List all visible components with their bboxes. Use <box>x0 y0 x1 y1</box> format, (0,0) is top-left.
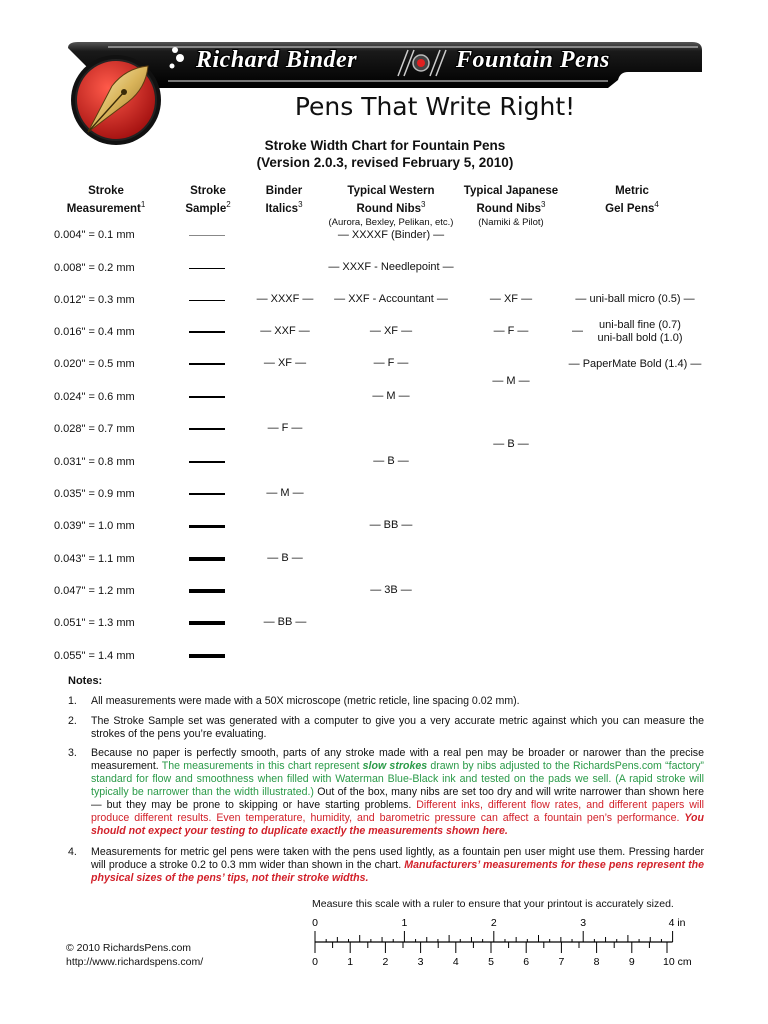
footnote-ref: 3 <box>421 200 426 209</box>
col-header-line: Round Nibs <box>476 202 542 215</box>
western-nib-label: — XXXXF (Binder) — <box>337 229 445 241</box>
gel-pen-label: — PaperMate Bold (1.4) — <box>568 358 702 370</box>
measurement-label: 0.024" = 0.6 mm <box>54 391 135 403</box>
note-2 <box>68 715 704 741</box>
western-nib-label: — M — <box>372 390 410 402</box>
note-number: 4. <box>68 846 77 858</box>
inch-label: 2 <box>490 917 497 929</box>
col-header-line: Stroke <box>190 185 226 197</box>
measurement-label: 0.039" = 1.0 mm <box>54 520 135 532</box>
note-segment-green: The measurements in this chart represent <box>161 760 360 772</box>
note-number: 3. <box>68 747 77 759</box>
col-header-line: Typical Japanese <box>463 185 559 197</box>
italic-nib-label: — B — <box>267 552 303 564</box>
note-number: 2. <box>68 715 77 727</box>
measurement-label: 0.043" = 1.1 mm <box>54 553 135 565</box>
japanese-nib-label: — XF — <box>489 293 533 305</box>
cm-label: 10 cm <box>663 956 692 968</box>
cm-label: 7 <box>558 956 565 968</box>
stroke-sample <box>189 493 225 496</box>
copyright: © 2010 RichardsPens.com <box>66 942 192 954</box>
footnote-ref: 3 <box>541 200 546 209</box>
note-text: The Stroke Sample set was generated with a computer to give you a very accurate metric against which you can measure the strokes of the pens you’re evaluating. <box>91 715 704 740</box>
col-header-measurement <box>58 185 154 216</box>
stroke-sample <box>189 461 225 463</box>
cm-label: 8 <box>593 956 600 968</box>
measurement-label: 0.028" = 0.7 mm <box>54 423 135 435</box>
note-emphasis-red: You should not expect your testing to duplicate exactly the measurements shown here. <box>91 812 704 837</box>
stroke-sample <box>189 396 225 398</box>
stroke-sample <box>189 268 225 269</box>
western-nib-label: — F — <box>373 357 409 369</box>
japanese-nib-label: — M — <box>492 375 530 387</box>
measurement-label: 0.008" = 0.2 mm <box>54 262 135 274</box>
note-segment-green: drawn by nibs adjusted to the RichardsPens.com “factory” standard for flow and smoothness when filled with Waterman Blue-Black ink and tested on the pads we sell. (A rapid stroke will typically be narrower than the width illustrated.) <box>91 760 704 798</box>
cm-label: 1 <box>347 956 354 968</box>
italic-nib-label: — M — <box>266 487 304 499</box>
col-header-line: Typical Western <box>347 185 435 197</box>
chart-title <box>150 137 620 171</box>
footnote-ref: 1 <box>140 200 146 209</box>
stroke-sample <box>189 331 225 332</box>
inch-label: 0 <box>312 917 318 929</box>
col-header-line: Stroke <box>88 185 124 197</box>
col-header-line: Metric <box>615 185 649 197</box>
col-header-line: Binder <box>265 185 303 197</box>
italic-nib-label: — XXXF — <box>256 293 314 305</box>
brand-suffix: Fountain Pens <box>456 47 610 73</box>
stroke-sample <box>189 300 225 301</box>
col-header-sub: (Aurora, Bexley, Pelikan, etc.) <box>328 216 454 228</box>
brand-name: Richard Binder <box>196 47 358 73</box>
col-header-line: Italics <box>265 202 299 215</box>
calibration-ruler <box>300 912 710 972</box>
cm-label: 5 <box>488 956 494 968</box>
cm-label: 6 <box>523 956 530 968</box>
note-text: All measurements were made with a 50X microscope (metric reticle, line spacing 0.02 mm). <box>91 695 520 707</box>
note-text <box>91 747 704 838</box>
italic-nib-label: — XXF — <box>260 325 310 337</box>
stroke-sample <box>189 589 225 593</box>
western-nib-label: — XF — <box>369 325 413 337</box>
gel-pen-label: uni-ball fine (0.7) <box>599 319 681 331</box>
western-nib-label: — XXF - Accountant — <box>334 293 448 305</box>
tagline: Pens That Write Right! <box>294 92 576 121</box>
cm-label: 9 <box>628 956 635 968</box>
note-emphasis-red: Manufacturers’ measurements for these pens represent the physical sizes of the pens’ tips, not their stroke widths. <box>91 859 704 884</box>
note-number: 1. <box>68 695 77 707</box>
col-header-line: Sample <box>185 202 227 215</box>
japanese-nib-label: — F — <box>493 325 529 337</box>
western-nib-label: — B — <box>373 455 409 467</box>
measurement-label: 0.020" = 0.5 mm <box>54 358 135 370</box>
measurement-label: 0.055" = 1.4 mm <box>54 650 135 662</box>
measurement-label: 0.035" = 0.9 mm <box>54 488 135 500</box>
measurement-label: 0.051" = 1.3 mm <box>54 617 135 629</box>
note-1 <box>68 695 704 708</box>
ruler-caption: Measure this scale with a ruler to ensure that your printout is accurately sized. <box>312 898 674 910</box>
fountain-pen-nib-logo <box>68 52 164 148</box>
inch-label: 3 <box>580 917 587 929</box>
col-header-western-nibs <box>316 185 466 229</box>
inch-label: 4 in <box>668 917 686 929</box>
stroke-sample <box>189 235 225 236</box>
footnote-ref: 2 <box>226 200 231 209</box>
note-3 <box>68 747 704 838</box>
western-nib-label: — BB — <box>369 519 413 531</box>
note-emphasis-green: slow strokes <box>362 760 428 772</box>
note-text <box>91 846 704 885</box>
gel-pen-label: uni-ball bold (1.0) <box>597 332 683 344</box>
measurement-label: 0.004" = 0.1 mm <box>54 229 135 241</box>
col-header-japanese-nibs <box>458 185 564 229</box>
footnote-ref: 3 <box>298 200 303 209</box>
japanese-nib-label: — B — <box>493 438 529 450</box>
stroke-sample <box>189 654 225 658</box>
note-segment: Because no paper is perfectly smooth, parts of any stroke made with a real pen may be broader or narower than the precise measurement. <box>91 747 704 772</box>
note-segment-red: Different inks, different flow rates, and different papers will produce different results. Even temperature, humidity, and barometric pressure can affect a fountain pen’s performance. <box>91 799 704 824</box>
cm-label: 2 <box>382 956 389 968</box>
notes-heading: Notes: <box>68 675 103 687</box>
italic-nib-label: — F — <box>267 422 303 434</box>
western-nib-label: — 3B — <box>370 584 412 596</box>
measurement-label: 0.016" = 0.4 mm <box>54 326 135 338</box>
italic-nib-label: — XF — <box>263 357 307 369</box>
stroke-sample <box>189 557 225 560</box>
col-header-line: Gel Pens <box>605 202 655 215</box>
note-4 <box>68 846 704 885</box>
gel-pen-dash: — <box>572 325 583 337</box>
gel-pen-label: — uni-ball micro (0.5) — <box>575 293 695 305</box>
stroke-sample <box>189 525 225 528</box>
cm-label: 4 <box>452 956 459 968</box>
stroke-sample <box>189 428 225 430</box>
col-header-line: Measurement <box>66 202 141 215</box>
cm-label: 3 <box>417 956 424 968</box>
col-header-stroke-sample <box>170 185 246 216</box>
version-line: (Version 2.0.3, revised February 5, 2010) <box>256 155 514 170</box>
col-header-binder-italics <box>246 185 322 216</box>
note-segment: Out of the box, many nibs are set too dry and will write narrower than shown here — but they may be prone to skipping or have starting problems. <box>91 786 704 811</box>
inch-label: 1 <box>401 917 408 929</box>
measurement-label: 0.047" = 1.2 mm <box>54 585 135 597</box>
website-url[interactable]: http://www.richardspens.com/ <box>66 956 204 968</box>
stroke-sample <box>189 363 225 365</box>
italic-nib-label: — BB — <box>263 616 307 628</box>
col-header-gel-pens <box>586 185 678 216</box>
col-header-sub: (Namiki & Pilot) <box>478 216 544 228</box>
measurement-label: 0.012" = 0.3 mm <box>54 294 135 306</box>
footnote-ref: 4 <box>654 200 659 209</box>
stroke-sample <box>189 621 225 625</box>
cm-label: 0 <box>312 956 318 968</box>
col-header-line: Round Nibs <box>356 202 422 215</box>
title-line: Stroke Width Chart for Fountain Pens <box>264 138 506 153</box>
western-nib-label: — XXXF - Needlepoint — <box>328 261 454 273</box>
measurement-label: 0.031" = 0.8 mm <box>54 456 135 468</box>
note-segment: Measurements for metric gel pens were taken with the pens used lightly, as a fountain pen user might use them. Pressing harder will produce a stroke 0.2 to 0.3 mm wider than shown in the chart. <box>91 846 704 871</box>
